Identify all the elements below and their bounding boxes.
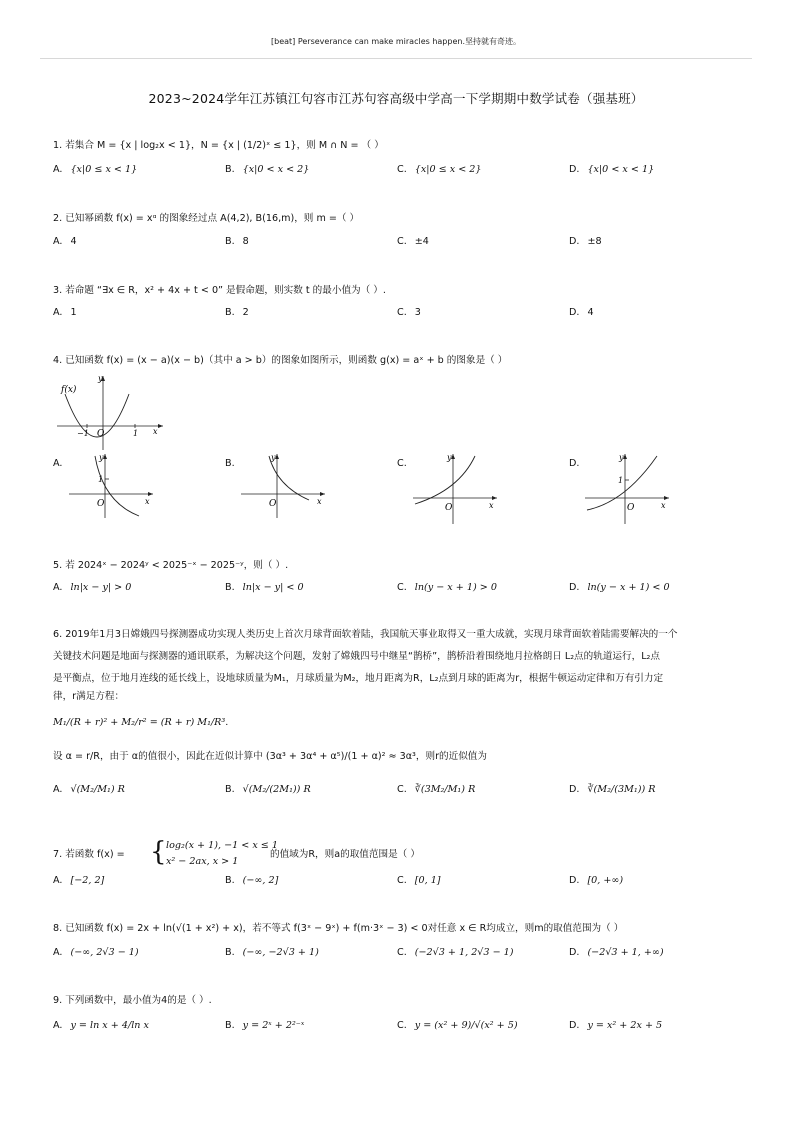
svg-text:O: O <box>269 499 277 509</box>
q4-option-d[interactable]: D. <box>569 458 580 469</box>
question-6-line-5: 设 α = r/R，由于 α的值很小，因此在近似计算中 (3α³ + 3α⁴ + α⁵)/(1 + α)² ≈ 3α³，则r的近似值为 <box>53 751 487 762</box>
exam-title: 2023~2024学年江苏镇江句容市江苏句容高级中学高一下学期期中数学试卷（强基班） <box>148 91 644 106</box>
q9-option-b[interactable]: B. y = 2ˣ + 2²⁻ˣ <box>225 1020 305 1031</box>
question-5-stem: 5. 若 2024ˣ − 2024ʸ < 2025⁻ˣ − 2025⁻ʸ，则（ ）. <box>53 560 289 571</box>
q5-option-c[interactable]: C. ln(y − x + 1) > 0 <box>397 582 497 593</box>
question-7-stem-post: 的值域为R，则a的取值范围是（ ） <box>270 849 420 860</box>
q3-option-a[interactable]: A. 1 <box>53 307 77 318</box>
q4-graph-d[interactable] <box>581 450 676 526</box>
question-9-stem: 9. 下列函数中，最小值为4的是（ ）. <box>53 995 212 1006</box>
q6-option-c[interactable]: C. ∛(3M₂/M₁) R <box>397 784 476 795</box>
svg-text:1: 1 <box>618 476 624 485</box>
q5-option-b[interactable]: B. ln|x − y| < 0 <box>225 582 304 593</box>
question-3-stem: 3. 若命题 “∃x ∈ R，x² + 4x + t < 0” 是假命题，则实数 t 的最小值为（ ）. <box>53 285 386 296</box>
q8-option-a[interactable]: A. (−∞, 2√3 − 1) <box>53 947 139 958</box>
question-4-stem: 4. 已知函数 f(x) = (x − a)(x − b)（其中 a > b）的图象如图所示，则函数 g(x) = aˣ + b 的图象是（ ） <box>53 355 508 366</box>
q6-option-b[interactable]: B. √(M₂/(2M₁)) R <box>225 784 311 795</box>
q5-option-d[interactable]: D. ln(y − x + 1) < 0 <box>569 582 670 593</box>
svg-text:x: x <box>145 497 150 506</box>
q7-option-c[interactable]: C. [0, 1] <box>397 875 441 886</box>
q6-option-a[interactable]: A. √(M₂/M₁) R <box>53 784 125 795</box>
svg-text:y: y <box>619 453 624 462</box>
q7-option-a[interactable]: A. [−2, 2] <box>53 875 105 886</box>
q8-option-b[interactable]: B. (−∞, −2√3 + 1) <box>225 947 319 958</box>
q7-option-b[interactable]: B. (−∞, 2] <box>225 875 279 886</box>
q7-option-d[interactable]: D. [0, +∞) <box>569 875 624 886</box>
q4-graph-b[interactable] <box>237 450 332 520</box>
q1-option-b[interactable]: B. {x|0 < x < 2} <box>225 164 310 175</box>
q4-option-c[interactable]: C. <box>397 458 407 469</box>
q3-option-b[interactable]: B. 2 <box>225 307 249 318</box>
question-6-options <box>53 784 743 806</box>
svg-text:1: 1 <box>133 429 139 438</box>
q4-fx-graph <box>55 372 175 452</box>
question-6-line-3: 是平衡点，位于地月连线的延长线上，设地球质量为M₁，月球质量为M₂，地月距离为R，L₂点到月球的距离为r，根据牛顿运动定律和万有引力定 <box>53 673 664 684</box>
svg-text:x: x <box>489 501 494 510</box>
q4-option-a[interactable]: A. <box>53 458 63 469</box>
svg-text:1: 1 <box>98 475 104 484</box>
q1-option-c[interactable]: C. {x|0 ≤ x < 2} <box>397 164 482 175</box>
q4-graph-a[interactable] <box>65 450 160 520</box>
question-8-stem: 8. 已知函数 f(x) = 2x + ln(√(1 + x²) + x)，若不等式 f(3ˣ − 9ˣ) + f(m·3ˣ − 3) < 0对任意 x ∈ R均成立，则m的取值范围为（ ） <box>53 923 624 934</box>
question-7-options <box>53 875 743 897</box>
question-6-line-4: 律，r满足方程： <box>53 691 125 702</box>
question-2-options <box>53 236 743 258</box>
q7-brace: { <box>150 837 167 867</box>
question-1-stem: 1. 若集合 M = {x | log₂x < 1}，N = {x | (1/2)ˣ ≤ 1}，则 M ∩ N = （ ） <box>53 140 384 151</box>
question-7-stem-pre: 7. 若函数 f(x) = <box>53 849 125 860</box>
svg-text:O: O <box>97 499 105 509</box>
q9-option-d[interactable]: D. y = x² + 2x + 5 <box>569 1020 663 1031</box>
question-9-options <box>53 1020 743 1042</box>
q3-option-c[interactable]: C. 3 <box>397 307 421 318</box>
question-6-line-1: 6. 2019年1月3日嫦娥四号探测器成功实现人类历史上首次月球背面软着陆，我国航天事业取得又一重大成就，实现月球背面软着陆需要解决的一个 <box>53 629 678 640</box>
svg-text:f(x): f(x) <box>61 385 77 395</box>
q8-option-d[interactable]: D. (−2√3 + 1, +∞) <box>569 947 664 958</box>
q6-option-d[interactable]: D. ∛(M₂/(3M₁)) R <box>569 784 656 795</box>
svg-text:x: x <box>317 497 322 506</box>
q7-case-1: log₂(x + 1), −1 < x ≤ 1 <box>166 840 279 851</box>
svg-text:x: x <box>153 427 158 436</box>
q7-case-2: x² − 2ax, x > 1 <box>166 856 239 867</box>
q4-graph-c[interactable] <box>409 450 504 526</box>
q4-option-b[interactable]: B. <box>225 458 235 469</box>
svg-text:y: y <box>99 453 104 462</box>
q1-option-a[interactable]: A. {x|0 ≤ x < 1} <box>53 164 138 175</box>
svg-text:−1: −1 <box>77 429 89 438</box>
question-2-stem: 2. 已知幂函数 f(x) = xᵅ 的图象经过点 A(4,2), B(16,m)，则 m =（ ） <box>53 213 360 224</box>
question-3-options <box>53 307 743 329</box>
page-header: [beat] Perseverance can make miracles happen.坚持就有奇迹。 <box>271 37 521 46</box>
q2-option-a[interactable]: A. 4 <box>53 236 77 247</box>
svg-text:y: y <box>271 453 276 462</box>
question-1-options <box>53 164 743 186</box>
q2-option-d[interactable]: D. ±8 <box>569 236 602 247</box>
svg-text:x: x <box>661 501 666 510</box>
svg-text:O: O <box>97 429 105 439</box>
q2-option-b[interactable]: B. 8 <box>225 236 249 247</box>
q1-option-d[interactable]: D. {x|0 < x < 1} <box>569 164 655 175</box>
question-6-equation: M₁/(R + r)² + M₂/r² = (R + r) M₁/R³. <box>53 717 229 728</box>
q3-option-d[interactable]: D. 4 <box>569 307 594 318</box>
header-divider <box>40 58 752 59</box>
svg-text:y: y <box>98 374 103 383</box>
q2-option-c[interactable]: C. ±4 <box>397 236 429 247</box>
svg-text:O: O <box>627 503 635 513</box>
q5-option-a[interactable]: A. ln|x − y| > 0 <box>53 582 132 593</box>
question-6-line-2: 关键技术问题是地面与探测器的通讯联系，为解决这个问题，发射了嫦娥四号中继星“鹊桥”，鹊桥沿着围绕地月拉格朗日 L₂点的轨道运行，L₂点 <box>53 651 660 662</box>
q8-option-c[interactable]: C. (−2√3 + 1, 2√3 − 1) <box>397 947 514 958</box>
question-8-options <box>53 947 743 969</box>
q9-option-c[interactable]: C. y = (x² + 9)/√(x² + 5) <box>397 1020 518 1031</box>
question-5-options <box>53 582 743 604</box>
svg-text:y: y <box>447 453 452 462</box>
q9-option-a[interactable]: A. y = ln x + 4/ln x <box>53 1020 149 1031</box>
svg-text:O: O <box>445 503 453 513</box>
